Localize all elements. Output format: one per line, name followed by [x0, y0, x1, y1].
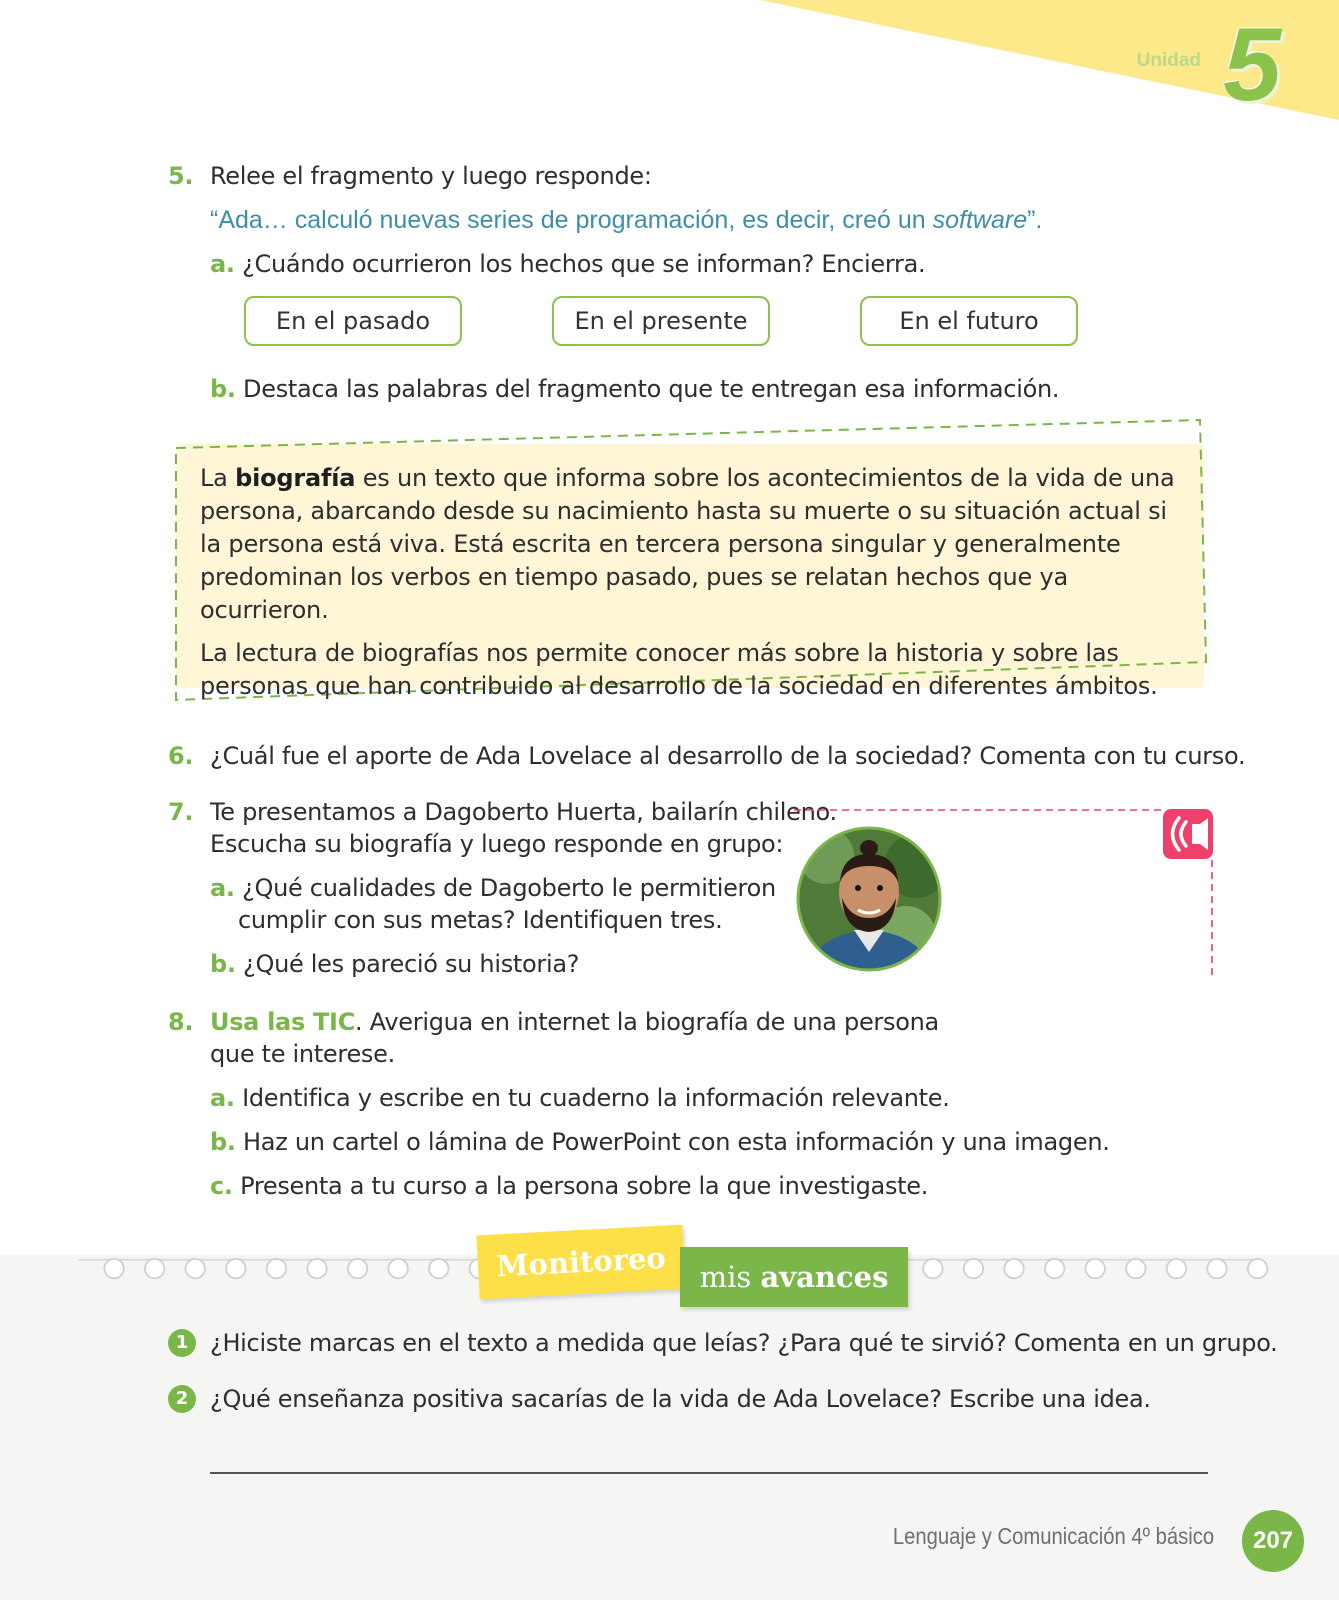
- q7-line1: Te presentamos a Dagoberto Huerta, bailarín chileno.: [210, 798, 837, 826]
- page-number: 207: [1242, 1510, 1304, 1572]
- q7-b: b. ¿Qué les pareció su historia?: [210, 950, 580, 978]
- q5-prompt: Relee el fragmento y luego responde:: [210, 162, 652, 190]
- option-past[interactable]: En el pasado: [244, 296, 462, 346]
- q7-line2: Escucha su biografía y luego responde en grupo:: [210, 830, 784, 858]
- q5-b: b. Destaca las palabras del fragmento que te entregan esa información.: [210, 375, 1060, 403]
- monitoring-number-2: 2: [168, 1385, 196, 1413]
- monitoring-question-2: ¿Qué enseñanza positiva sacarías de la vida de Ada Lovelace? Escribe una idea.: [210, 1385, 1151, 1413]
- q8-item-c: c. Presenta a tu curso a la persona sobre la que investigaste.: [210, 1172, 929, 1200]
- q7-a: a. ¿Qué cualidades de Dagoberto le permitieron: [210, 874, 776, 902]
- progress-tag: mis avances: [680, 1247, 908, 1307]
- definition-paragraph-1: La biografía es un texto que informa sobre los acontecimientos de la vida de una persona, abarcando desde su nacimiento hasta su muerte o su situación actual si la persona está viva. Está escrita en tercera persona singular y generalmente predominan los verbos en tiempo pasado, pues se relatan hechos que ya ocurrieron.: [200, 464, 1175, 624]
- monitoring-tag: Monitoreo: [476, 1225, 685, 1300]
- q5-number: 5.: [168, 162, 194, 190]
- q7-a-cont: cumplir con sus metas? Identifiquen tres.: [238, 906, 723, 934]
- unit-label: Unidad: [1136, 50, 1201, 71]
- monitoring-question-1: ¿Hiciste marcas en el texto a medida que leías? ¿Para qué te sirvió? Comenta en un grupo.: [210, 1329, 1278, 1357]
- q8-line2: que te interese.: [210, 1040, 395, 1068]
- q6-number: 6.: [168, 742, 194, 770]
- q6-text: ¿Cuál fue el aporte de Ada Lovelace al desarrollo de la sociedad? Comenta con tu curso.: [210, 742, 1246, 770]
- q5-quote: “Ada… calculó nuevas series de programación, es decir, creó un software”.: [210, 206, 1043, 234]
- definition-box: [200, 462, 1190, 713]
- avatar: [796, 826, 942, 972]
- q5-a: a. ¿Cuándo ocurrieron los hechos que se informan? Encierra.: [210, 250, 926, 278]
- q8-number: 8.: [168, 1008, 194, 1036]
- q8-line1: Usa las TIC. Averigua en internet la biografía de una persona: [210, 1008, 939, 1036]
- footer-subject: Lenguaje y Comunicación 4º básico: [892, 1523, 1214, 1549]
- q7-number: 7.: [168, 798, 194, 826]
- speaker-icon[interactable]: [1162, 808, 1214, 860]
- unit-number: 5: [1223, 7, 1281, 123]
- monitoring-number-1: 1: [168, 1329, 196, 1357]
- q8-item-b: b. Haz un cartel o lámina de PowerPoint con esta información y una imagen.: [210, 1128, 1110, 1156]
- definition-paragraph-2: La lectura de biografías nos permite conocer más sobre la historia y sobre las personas que han contribuido al desarrollo de la sociedad en diferentes ámbitos.: [200, 639, 1158, 700]
- option-present[interactable]: En el presente: [552, 296, 770, 346]
- answer-line[interactable]: [210, 1472, 1208, 1474]
- q8-item-a: a. Identifica y escribe en tu cuaderno la información relevante.: [210, 1084, 950, 1112]
- option-future[interactable]: En el futuro: [860, 296, 1078, 346]
